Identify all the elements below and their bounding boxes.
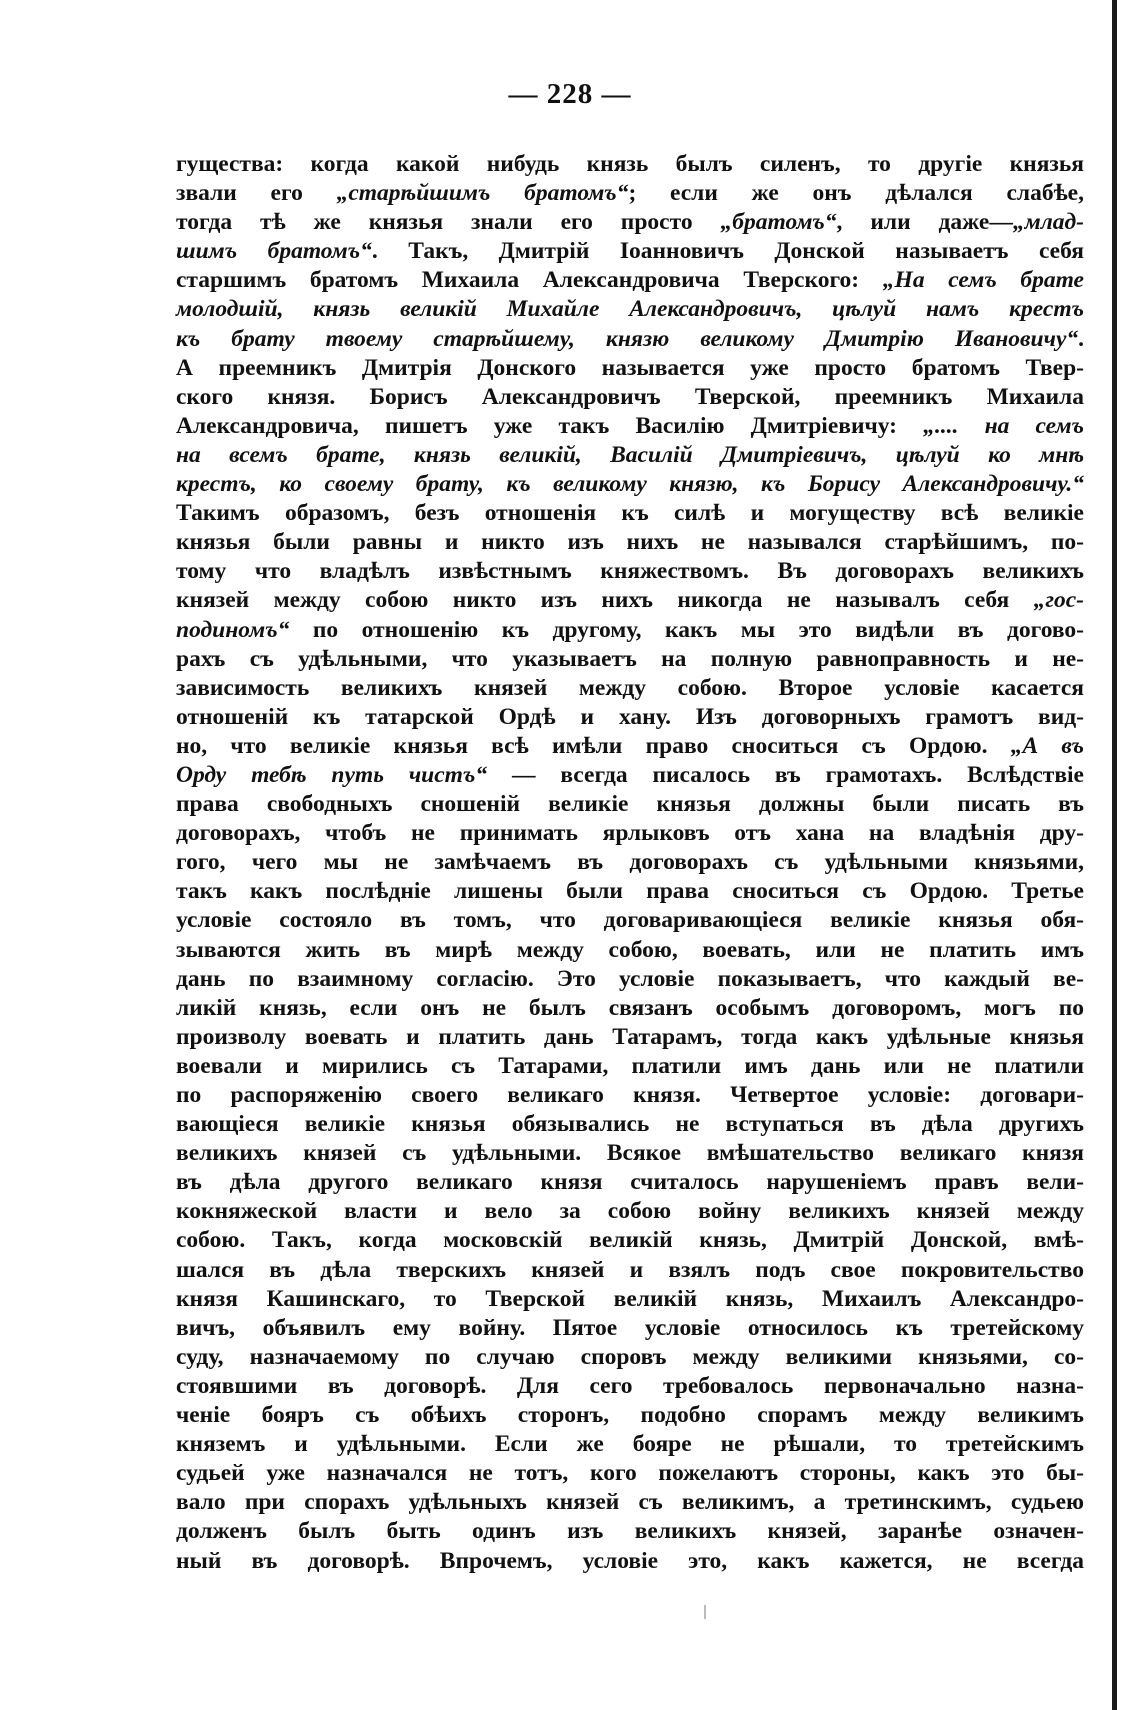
text-segment: дань по взаимному согласію. Это условіе показываетъ, что каждый ве- <box>176 965 1084 992</box>
body-text <box>176 150 1084 1576</box>
italic-quote: „старѣйшимъ братомъ“ <box>336 180 629 207</box>
text-line <box>176 674 1084 703</box>
text-segment: вало при спорахъ удѣльныхъ князей съ великимъ, а третинскимъ, судьею <box>176 1489 1084 1516</box>
text-line <box>176 499 1084 528</box>
text-segment: шался въ дѣла тверскихъ князей и взялъ подъ свое покровительство <box>176 1256 1084 1283</box>
text-line <box>176 295 1084 324</box>
text-segment: Александровича, пишетъ уже такъ Василію Дмитріевичу: <box>176 412 924 439</box>
text-segment: договорахъ, чтобъ не принимать ярлыковъ отъ хана на владѣнія дру- <box>176 820 1084 847</box>
text-line <box>176 557 1084 586</box>
text-line <box>176 819 1084 848</box>
text-line <box>176 208 1084 237</box>
text-segment: князья были равны и никто изъ нихъ не назывался старѣйшимъ, по- <box>176 529 1084 556</box>
text-segment: тогда тѣ же князья знали его просто <box>176 209 721 236</box>
text-segment: — всегда писалось въ грамотахъ. Вслѣдствіе <box>487 761 1084 788</box>
text-segment: произволу воевать и платить дань Татарамъ, тогда какъ удѣльные князья <box>176 1023 1084 1050</box>
text-segment: князей между собою никто изъ нихъ никогда не называлъ себя <box>176 587 1034 614</box>
text-segment: условіе состояло въ томъ, что договаривающіеся великіе князья обя- <box>176 907 1084 934</box>
text-line <box>176 179 1084 208</box>
text-line <box>176 1517 1084 1546</box>
text-line <box>176 1314 1084 1343</box>
text-segment: кокняжеской власти и вело за собою войну великихъ князей между <box>176 1198 1084 1225</box>
text-line <box>176 266 1084 295</box>
text-segment: , или даже— <box>836 209 1013 236</box>
text-segment: такъ какъ послѣдніе лишены были права сноситься съ Ордою. Третье <box>176 878 1084 905</box>
text-line <box>176 906 1084 935</box>
text-segment: тому что владѣлъ извѣстнымъ княжествомъ. Въ договорахъ великихъ <box>176 558 1084 585</box>
text-line <box>176 586 1084 615</box>
text-line <box>176 1285 1084 1314</box>
italic-quote: „.... на семъ <box>923 412 1084 439</box>
text-line <box>176 848 1084 877</box>
text-line <box>176 150 1084 179</box>
text-line <box>176 1139 1084 1168</box>
page-edge-line <box>1112 0 1117 1710</box>
text-segment: ; если же онъ дѣлался слабѣе, <box>628 180 1084 207</box>
text-line <box>176 1081 1084 1110</box>
text-segment: ликій князь, если онъ не былъ связанъ особымъ договоромъ, могъ по <box>176 994 1084 1021</box>
text-segment: князя Кашинскаго, то Тверской великій князь, Михаилъ Александро- <box>176 1285 1084 1312</box>
text-segment: по распоряженію своего великаго князя. Четвертое условіе: договари- <box>176 1082 1084 1108</box>
text-line <box>176 528 1084 557</box>
text-line <box>176 1226 1084 1255</box>
text-line <box>176 1256 1084 1285</box>
text-segment: . <box>1078 325 1084 352</box>
italic-quote: шимъ братомъ“ <box>176 238 372 265</box>
text-segment: звали его <box>176 180 337 207</box>
text-segment: по отношенію къ другому, какъ мы это видѣли въ догово- <box>289 616 1084 643</box>
italic-quote: „А въ <box>1010 732 1084 759</box>
text-segment: права свободныхъ сношеній великіе князья должны были писать въ <box>176 791 1084 818</box>
text-line <box>176 441 1084 470</box>
italic-quote: молодшій, князь великій Михайле Александровичъ, цѣлуй намъ крестъ <box>176 296 1084 323</box>
text-line <box>176 877 1084 906</box>
text-line <box>176 237 1084 266</box>
text-line <box>176 1488 1084 1517</box>
text-segment: старшимъ братомъ Михаила Александровича Тверского: <box>176 267 883 294</box>
italic-quote: подиномъ“ <box>176 616 290 643</box>
stray-mark <box>704 1605 706 1619</box>
text-line <box>176 703 1084 732</box>
text-segment: собою. Такъ, когда московскій великій князь, Дмитрій Донской, вмѣ- <box>176 1227 1084 1254</box>
text-line <box>176 936 1084 965</box>
text-segment: Такимъ образомъ, безъ отношенія къ силѣ и могуществу всѣ великіе <box>176 500 1084 527</box>
text-segment: ченіе бояръ съ обѣихъ сторонъ, подобно спорамъ между великимъ <box>176 1402 1084 1429</box>
italic-quote: на всемъ брате, князь великій, Василій Дмитріевичъ, цѣлуй ко мнѣ <box>176 441 1084 468</box>
text-line <box>176 732 1084 761</box>
text-segment: отношеній къ татарской Ордѣ и хану. Изъ договорныхъ грамотъ вид- <box>176 703 1084 730</box>
text-segment: но, что великіе князья всѣ имѣли право сноситься съ Ордою. <box>176 732 1011 759</box>
text-segment: А преемникъ Дмитрія Донского называется уже просто братомъ Твер- <box>176 354 1084 381</box>
text-line <box>176 1401 1084 1430</box>
text-segment: гущества: когда какой нибудь князь былъ силенъ, то другіе князья <box>176 151 1084 177</box>
text-segment: воевали и мирились съ Татарами, платили имъ дань или не платили <box>176 1052 1084 1079</box>
italic-quote: „братомъ“ <box>720 209 837 236</box>
text-segment: долженъ былъ быть одинъ изъ великихъ князей, заранѣе означен- <box>176 1518 1084 1545</box>
text-line <box>176 470 1084 499</box>
text-segment: княземъ и удѣльными. Если же бояре не рѣшали, то третейскимъ <box>176 1431 1084 1458</box>
text-line <box>176 1110 1084 1139</box>
text-line <box>176 354 1084 383</box>
text-line <box>176 383 1084 412</box>
page-number: — 228 — <box>508 78 632 110</box>
text-segment: рахъ съ удѣльными, что указываетъ на полную равноправность и не- <box>176 645 1084 672</box>
text-line <box>176 1372 1084 1401</box>
text-segment: . Такъ, Дмитрій Іоанновичъ Донской называетъ себя <box>371 238 1084 265</box>
italic-quote: къ брату твоему старѣйшему, князю великому Дмитрію Ивановичу“ <box>176 325 1079 352</box>
text-line <box>176 1023 1084 1052</box>
text-line <box>176 790 1084 819</box>
italic-quote: крестъ, ко своему брату, къ великому князю, къ Борису Александровичу.“ <box>176 471 1084 498</box>
text-segment: суду, назначаемому по случаю споровъ между великими князьями, со- <box>176 1343 1084 1370</box>
italic-quote: „гос- <box>1033 587 1084 614</box>
text-line <box>176 1168 1084 1197</box>
text-line <box>176 1430 1084 1459</box>
text-segment: зависимость великихъ князей между собою. Второе условіе касается <box>176 674 1084 701</box>
text-segment: зываются жить въ мирѣ между собою, воевать, или не платить имъ <box>176 936 1084 963</box>
italic-quote: „На семъ брате <box>882 267 1084 294</box>
text-line <box>176 645 1084 674</box>
text-line <box>176 761 1084 790</box>
text-line <box>176 1343 1084 1372</box>
text-line <box>176 965 1084 994</box>
italic-quote: „млад- <box>1012 209 1084 236</box>
text-line <box>176 412 1084 441</box>
text-segment: въ дѣла другого великаго князя считалось нарушеніемъ правъ вели- <box>176 1169 1084 1196</box>
text-segment: судьей уже назначался не тотъ, кого пожелаютъ стороны, какъ это бы- <box>176 1460 1084 1487</box>
text-line <box>176 994 1084 1023</box>
text-segment: вичъ, объявилъ ему войну. Пятое условіе относилось къ третейскому <box>176 1314 1084 1341</box>
text-line <box>176 616 1084 645</box>
text-line <box>176 1459 1084 1488</box>
text-line <box>176 1052 1084 1081</box>
text-line <box>176 1197 1084 1226</box>
italic-quote: Орду тебѣ путь чистъ“ <box>176 761 488 788</box>
text-line <box>176 1547 1084 1576</box>
text-segment: вающіеся великіе князья обязывались не вступаться въ дѣла другихъ <box>176 1111 1084 1138</box>
text-segment: ского князя. Борисъ Александровичъ Тверской, преемникъ Михаила <box>176 383 1084 410</box>
text-segment: ный въ договорѣ. Впрочемъ, условіе это, какъ кажется, не всегда <box>176 1547 1084 1574</box>
text-segment: гого, чего мы не замѣчаемъ въ договорахъ съ удѣльными князьями, <box>176 849 1084 876</box>
text-line <box>176 325 1084 354</box>
text-segment: стоявшими въ договорѣ. Для сего требовалось первоначально назна- <box>176 1372 1084 1399</box>
text-segment: великихъ князей съ удѣльными. Всякое вмѣшательство великаго князя <box>176 1140 1084 1167</box>
